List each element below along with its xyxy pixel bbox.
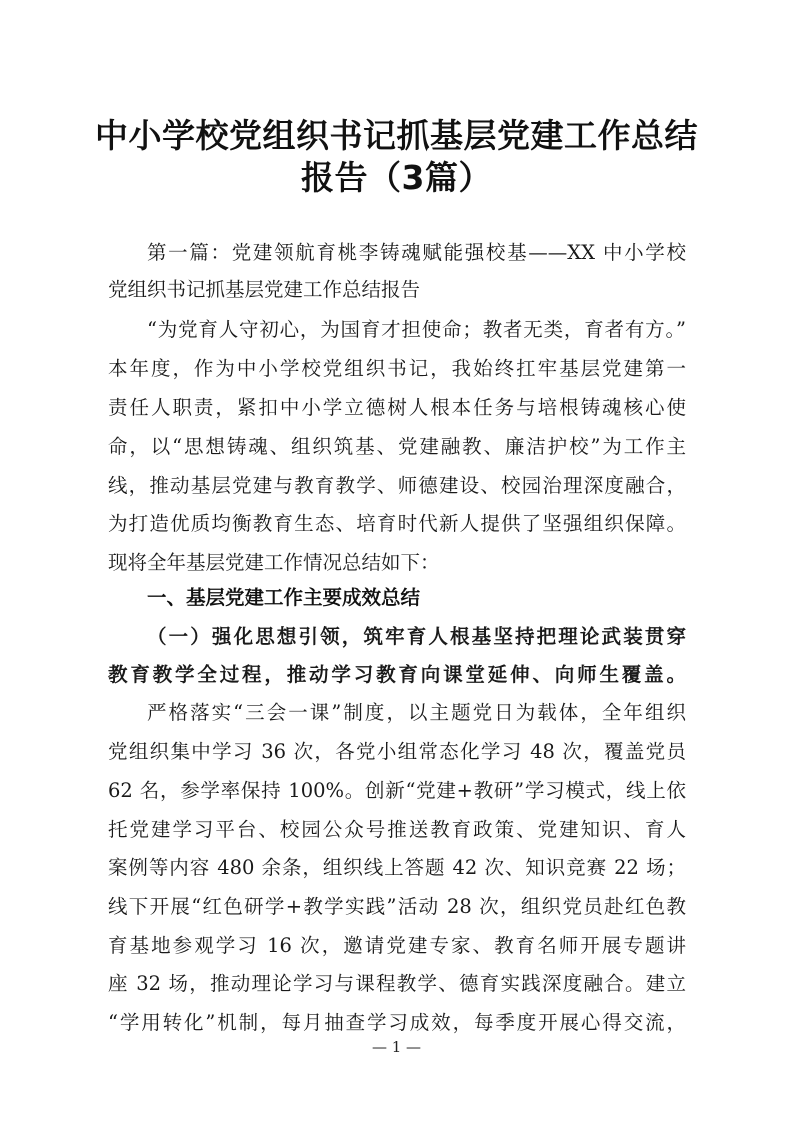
subsection-heading-line: 教育教学全过程，推动学习教育向课堂延伸、向师生覆盖。 (108, 663, 686, 686)
paragraph-line: 严格落实“三会一课”制度，以主题党日为载体，全年组织 (147, 701, 686, 724)
paragraph-line: 命，以“思想铸魂、组织筑基、党建融教、廉洁护校”为工作主 (108, 435, 686, 458)
paragraph-line: 本年度，作为中小学校党组织书记，我始终扛牢基层党建第一 (108, 357, 686, 380)
paragraph-line: 育基地参观学习 16 次，邀请党建专家、教育名师开展专题讲 (108, 934, 686, 957)
document-title-line-1: 中小学校党组织书记抓基层党建工作总结 (95, 116, 698, 155)
paragraph-line: 党组织集中学习 36 次，各党小组常态化学习 48 次，覆盖党员 (108, 740, 686, 763)
document-title-line-2: 报告（3篇） (301, 158, 492, 197)
paragraph-line: 62 名，参学率保持 100%。创新“党建+教研”学习模式，线上依 (108, 779, 686, 802)
page-number: — 1 — (371, 1038, 422, 1056)
paragraph-line: 第一篇：党建领航育桃李铸魂赋能强校基——XX 中小学校 (147, 241, 686, 264)
paragraph-line: “学用转化”机制，每月抽查学习成效，每季度开展心得交流， (108, 1011, 686, 1034)
paragraph-line: 线下开展“红色研学+教学实践”活动 28 次，组织党员赴红色教 (108, 895, 686, 918)
subsection-heading-line: （一）强化思想引领，筑牢育人根基坚持把理论武装贯穿 (147, 625, 686, 648)
paragraph-line: 现将全年基层党建工作情况总结如下： (108, 551, 440, 574)
paragraph-line: 责任人职责，紧扣中小学立德树人根本任务与培根铸魂核心使 (108, 396, 686, 419)
paragraph-line: “为党育人守初心，为国育才担使命；教者无类，育者有方。” (147, 318, 686, 341)
paragraph-line: 托党建学习平台、校园公众号推送教育政策、党建知识、育人 (108, 818, 686, 841)
paragraph-line: 案例等内容 480 余条，组织线上答题 42 次、知识竞赛 22 场； (108, 856, 686, 879)
section-heading: 一、基层党建工作主要成效总结 (147, 586, 421, 609)
paragraph-line: 为打造优质均衡教育生态、培育时代新人提供了坚强组织保障。 (108, 512, 686, 535)
paragraph-line: 座 32 场，推动理论学习与课程教学、德育实践深度融合。建立 (108, 972, 686, 995)
paragraph-line: 党组织书记抓基层党建工作总结报告 (108, 278, 421, 301)
paragraph-line: 线，推动基层党建与教育教学、师德建设、校园治理深度融合， (108, 474, 686, 497)
